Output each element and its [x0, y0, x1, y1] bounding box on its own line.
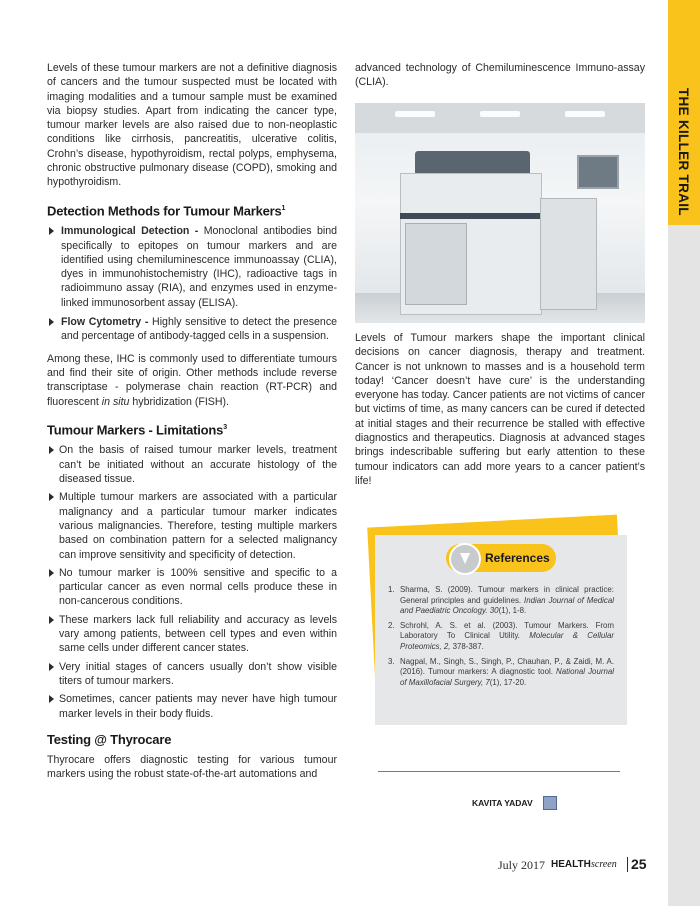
- page-number: 25: [631, 856, 647, 872]
- limitations-list: [47, 443, 337, 720]
- detection-heading-ref: 1: [281, 204, 286, 212]
- left-column: [47, 61, 337, 792]
- photo-ceiling: [355, 103, 645, 133]
- author-divider: [378, 771, 620, 772]
- closing-paragraph: Levels of Tumour markers shape the important clinical decisions on cancer diagnosis, therapy and treatment. Cancer is not unknown to masses and is a household term today! ‘Cancer doesn’t have cure’ is the understanding everyone has today. Cancer patients are not victims of cancer but victims of time, as many cancers can be cured if detected at initial stages and their recurrence be stalled with effective diagnostics and therapeutics. Diagnosis at advanced stages brings indescribable suffering but early attention to these tumour indicators can add more years to a cancer patient’s life!: [355, 332, 645, 487]
- reference-item: 2. Schrohl, A. S. et al. (2003). Tumour Markers. From Laboratory To Clinical Utility. Molecular & Cellular Proteomics, 2, 378-387.: [388, 620, 614, 651]
- list-item: Very initial stages of cancers usually don’t show visible titers of tumour markers.: [47, 660, 337, 689]
- bullet-arrow-icon: [49, 695, 54, 703]
- list-item: Multiple tumour markers are associated with a particular malignancy and a particular tumour marker indicates various malignancies. Therefore, testing multiple markers based on combination pattern for a selected malignancy can improve sensitivity and specificity of detection.: [47, 490, 337, 561]
- analyzer-stripe: [400, 213, 540, 219]
- methods-paragraph: Among these, IHC is commonly used to differentiate tumours and find their site of origin. Other methods include reverse transcriptase - polymerase chain reaction (RT-PCR) and fluorescent in situ hybridization (FISH).: [47, 352, 337, 408]
- footer-date: July 2017: [498, 858, 546, 872]
- photo-ceiling-light: [565, 111, 605, 117]
- analyzer-side-unit: [540, 198, 597, 310]
- reference-item: 1. Sharma, S. (2009). Tumour markers in clinical practice: General principles and guidelines. Indian Journal of Medical and Paediatric Oncology. 30(1), 1-8.: [388, 585, 614, 616]
- detection-text: Monoclonal antibodies bind specifically to epitopes on tumour markers and are identified using chemiluminescence immunoassay (CLIA), dyes in immunohistochemistry (IHC), radioactive tags in radioimmuno assay (RIA), and enzymes used in enzyme-linked immunosorbent assay (ELISA).: [61, 225, 337, 309]
- detection-list: [47, 224, 337, 343]
- list-item: [47, 224, 337, 310]
- limitations-heading-ref: 3: [223, 423, 227, 431]
- download-arrow-icon: [449, 543, 481, 575]
- right-column-text-top: [355, 61, 645, 100]
- photo-ceiling-light: [480, 111, 520, 117]
- list-item: No tumour marker is 100% sensitive and specific to a particular cancer as even normal cells produce these in non-cancerous conditions.: [47, 566, 337, 609]
- footer-separator: [627, 857, 628, 872]
- references-list: [388, 585, 614, 692]
- continued-paragraph: advanced technology of Chemiluminescence Immuno-assay (CLIA).: [355, 62, 645, 89]
- bullet-arrow-icon: [49, 569, 54, 577]
- bullet-arrow-icon: [49, 663, 54, 671]
- testing-paragraph: Thyrocare offers diagnostic testing for various tumour markers using the robust state-of-the-art automations and: [47, 754, 337, 781]
- list-item: On the basis of raised tumour marker levels, treatment can’t be initiated without an accurate histology of the diseased tissue.: [47, 443, 337, 486]
- detection-term: Flow Cytometry -: [61, 316, 149, 329]
- detection-text: Highly sensitive to detect the presence and percentage of antibody-tagged cells in a suspension.: [61, 316, 338, 343]
- bullet-arrow-icon: [49, 493, 54, 501]
- detection-term: Immunological Detection -: [61, 225, 199, 238]
- testing-heading: Testing @ Thyrocare: [47, 731, 172, 747]
- list-item: Sometimes, cancer patients may never have high tumour marker levels in their body fluids.: [47, 692, 337, 721]
- intro-paragraph: Levels of these tumour markers are not a definitive diagnosis of cancers and the tumour suspected must be located with imaging modalities and a tumour sample must be examined via biopsy studies. Apart from indicating the cancer type, tumour marker levels are also raised due to non-neoplastic conditions like cirrhosis, pancreatitis, ulcerative colitis, Crohn’s disease, hypothyroidism, rectal polyps, emphysema, chronic obstructive pulmonary disease (COPD), smoking and hypothyroidism.: [47, 62, 337, 189]
- author-name: KAVITA YADAV: [472, 798, 533, 808]
- bullet-arrow-icon: [49, 318, 54, 326]
- photo-ceiling-light: [395, 111, 435, 117]
- footer-brand-italic: screen: [591, 859, 617, 870]
- footer-brand-bold: HEALTH: [551, 859, 591, 870]
- list-item: [47, 315, 337, 344]
- bullet-arrow-icon: [49, 227, 54, 235]
- analyzer-monitor: [577, 155, 619, 189]
- reference-item: 3. Nagpal, M., Singh, S., Singh, P., Chauhan, P., & Zaidi, M. A. (2016). Tumour markers: A diagnostic tool. National Journal of Maxillofacial Surgery, 7(1), 17-20.: [388, 656, 614, 687]
- section-tab-label: THE KILLER TRAIL: [676, 88, 691, 216]
- limitations-heading: Tumour Markers - Limitations$^3$: [47, 422, 227, 438]
- clia-analyzer-photo: [355, 103, 645, 323]
- analyzer-panel: [405, 223, 467, 305]
- right-column-text-bottom: [355, 331, 645, 498]
- list-item: These markers lack full reliability and accuracy as levels vary among patients, between cell types and even within same cells under different cancer states.: [47, 613, 337, 656]
- references-title: References: [485, 551, 550, 565]
- author-logo-icon: [543, 796, 557, 810]
- bullet-arrow-icon: [49, 616, 54, 624]
- bullet-arrow-icon: [49, 446, 54, 454]
- detection-heading: Detection Methods for Tumour Markers$^1$: [47, 203, 286, 218]
